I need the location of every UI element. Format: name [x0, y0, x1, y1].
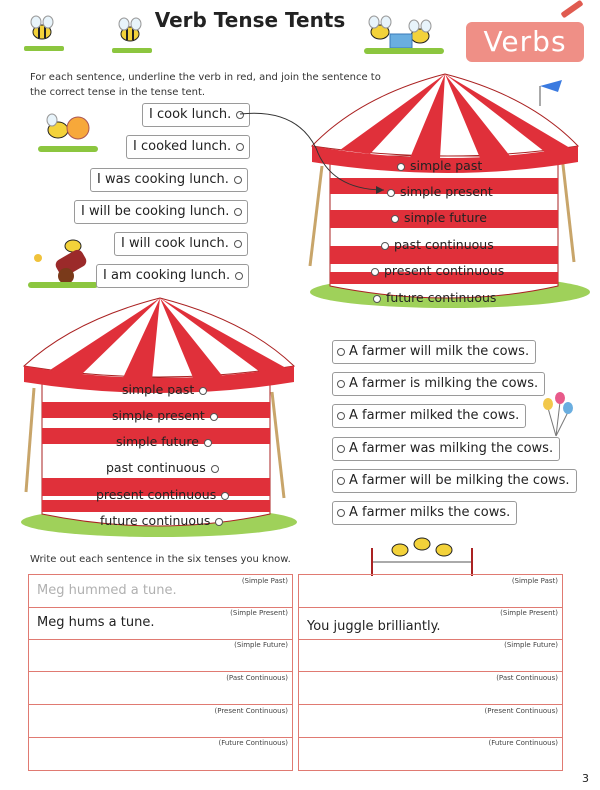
sentence-text: I will be cooking lunch. — [81, 204, 230, 219]
writing-row[interactable] — [29, 639, 292, 672]
tent1-label — [376, 237, 494, 252]
tense-label-text: simple present — [112, 408, 205, 423]
connector-dot[interactable] — [204, 439, 212, 447]
tense-label-text: simple future — [116, 434, 199, 449]
connector-dot[interactable] — [337, 412, 345, 420]
tent2-label — [96, 487, 234, 502]
sentence-text: I am cooking lunch. — [103, 268, 231, 283]
connector-dot[interactable] — [210, 413, 218, 421]
balloons-icon — [538, 392, 578, 442]
sentence-text: A farmer milked the cows. — [349, 408, 520, 423]
bee-icon — [392, 544, 408, 556]
tent1-label — [382, 184, 493, 199]
connector-dot[interactable] — [371, 268, 379, 276]
page-title: Verb Tense Tents — [154, 8, 346, 32]
connector-dot[interactable] — [337, 509, 345, 517]
bee-icon — [414, 538, 430, 550]
connector-dot[interactable] — [234, 208, 242, 216]
writing-row[interactable] — [299, 607, 562, 640]
sentence-box[interactable] — [126, 135, 250, 159]
connector-dot[interactable] — [235, 272, 243, 280]
writing-row[interactable] — [299, 737, 562, 769]
sentence-box[interactable] — [332, 372, 545, 396]
sentence-text: A farmer will milk the cows. — [349, 344, 530, 359]
arrow-icon — [376, 186, 384, 194]
connector-dot[interactable] — [391, 215, 399, 223]
writing-row[interactable] — [299, 705, 562, 738]
sentence-text: I will cook lunch. — [121, 236, 229, 251]
connector-dot[interactable] — [373, 295, 381, 303]
connector-dot[interactable] — [337, 348, 345, 356]
page-number: 3 — [582, 772, 589, 785]
connector-dot[interactable] — [337, 380, 345, 388]
bee-icon — [119, 18, 141, 41]
connector-dot[interactable] — [221, 492, 229, 500]
sentence-text: A farmer will be milking the cows. — [349, 473, 570, 488]
bee-icon — [369, 16, 391, 39]
tense-tag: (Present Continuous) — [484, 707, 558, 715]
connector-dot[interactable] — [199, 387, 207, 395]
tent1-label — [368, 290, 496, 305]
writing-grid-left — [28, 574, 293, 771]
writing-row[interactable] — [29, 575, 292, 608]
tense-label-text: present continuous — [384, 263, 505, 278]
given-sentence: You juggle brilliantly. — [307, 619, 441, 634]
section-badge: Verbs — [466, 22, 584, 62]
bee-friends-illustration — [38, 108, 98, 158]
connector-dot[interactable] — [337, 445, 345, 453]
sentence-box[interactable] — [90, 168, 248, 192]
writing-row[interactable] — [299, 639, 562, 672]
sentence-box[interactable] — [332, 469, 577, 493]
tense-tag: (Simple Present) — [230, 609, 288, 617]
bee-illustration-right — [350, 6, 460, 56]
tense-tag: (Past Continuous) — [226, 674, 288, 682]
example-join-line — [236, 108, 396, 198]
connector-dot[interactable] — [215, 518, 223, 526]
tense-label-text: simple future — [404, 210, 487, 225]
sentence-text: I cook lunch. — [149, 107, 232, 122]
sentence-box[interactable] — [142, 103, 250, 127]
sentence-box[interactable] — [332, 437, 560, 461]
example-sentence: Meg hummed a tune. — [37, 583, 177, 598]
tense-label-text: simple present — [400, 184, 493, 199]
writing-row[interactable] — [299, 575, 562, 608]
given-sentence: Meg hums a tune. — [37, 615, 155, 630]
connector-dot[interactable] — [211, 465, 219, 473]
sentence-box[interactable] — [96, 264, 249, 288]
writing-row[interactable] — [299, 672, 562, 705]
tense-label-text: simple past — [410, 158, 483, 173]
tense-tag: (Future Continuous) — [488, 739, 558, 747]
sentence-box[interactable] — [332, 340, 536, 364]
sentence-text: A farmer was milking the cows. — [349, 441, 554, 456]
tent1-label — [386, 210, 487, 225]
tense-tag: (Future Continuous) — [218, 739, 288, 747]
tense-label-text: present continuous — [96, 487, 217, 502]
writing-row[interactable] — [29, 737, 292, 769]
writing-row[interactable] — [29, 607, 292, 640]
bee-icon — [31, 16, 53, 39]
tent2-label — [116, 434, 217, 449]
tense-label-text: future continuous — [386, 290, 497, 305]
connector-dot[interactable] — [234, 240, 242, 248]
pencil-icon — [560, 0, 583, 18]
sentence-text: I was cooking lunch. — [97, 172, 229, 187]
bee-illustration-left — [20, 6, 160, 54]
tense-tag: (Simple Past) — [241, 577, 288, 585]
writing-row[interactable] — [29, 705, 292, 738]
writing-grid-right — [298, 574, 563, 771]
sentence-box[interactable] — [332, 404, 526, 428]
connector-dot[interactable] — [381, 242, 389, 250]
connector-dot[interactable] — [337, 477, 345, 485]
write-instruction: Write out each sentence in the six tenses you know. — [30, 554, 291, 565]
tent1-label — [392, 158, 482, 173]
tense-tag: (Simple Past) — [511, 577, 558, 585]
sentence-text: I cooked lunch. — [133, 139, 232, 154]
tent2-label — [100, 513, 228, 528]
tense-tag: (Present Continuous) — [214, 707, 288, 715]
tent1-label — [366, 263, 504, 278]
sentence-box[interactable] — [74, 200, 248, 224]
tent2-label — [106, 460, 224, 475]
tense-tag: (Simple Future) — [504, 641, 558, 649]
instruction-text: For each sentence, underline the verb in red, and join the sentence to the correct tense in the tense tent. — [30, 72, 381, 98]
tense-tag: (Simple Present) — [500, 609, 558, 617]
cannon-bee-illustration — [28, 232, 98, 292]
tent2-label — [112, 408, 223, 423]
bee-icon — [436, 544, 452, 556]
sentence-text: A farmer is milking the cows. — [349, 376, 539, 391]
sentence-box[interactable] — [332, 501, 517, 525]
sentence-box[interactable] — [114, 232, 248, 256]
tense-label-text: past continuous — [394, 237, 494, 252]
tense-label-text: past continuous — [106, 460, 206, 475]
sentence-text: A farmer milks the cows. — [349, 505, 511, 520]
tense-label-text: simple past — [122, 382, 195, 397]
writing-row[interactable] — [29, 672, 292, 705]
connector-dot[interactable] — [397, 163, 405, 171]
tense-label-text: future continuous — [100, 513, 211, 528]
tense-tag: (Past Continuous) — [496, 674, 558, 682]
tightrope-bees-illustration — [362, 528, 482, 576]
tent2-label — [122, 382, 212, 397]
flag-icon — [540, 80, 562, 92]
tense-tag: (Simple Future) — [234, 641, 288, 649]
